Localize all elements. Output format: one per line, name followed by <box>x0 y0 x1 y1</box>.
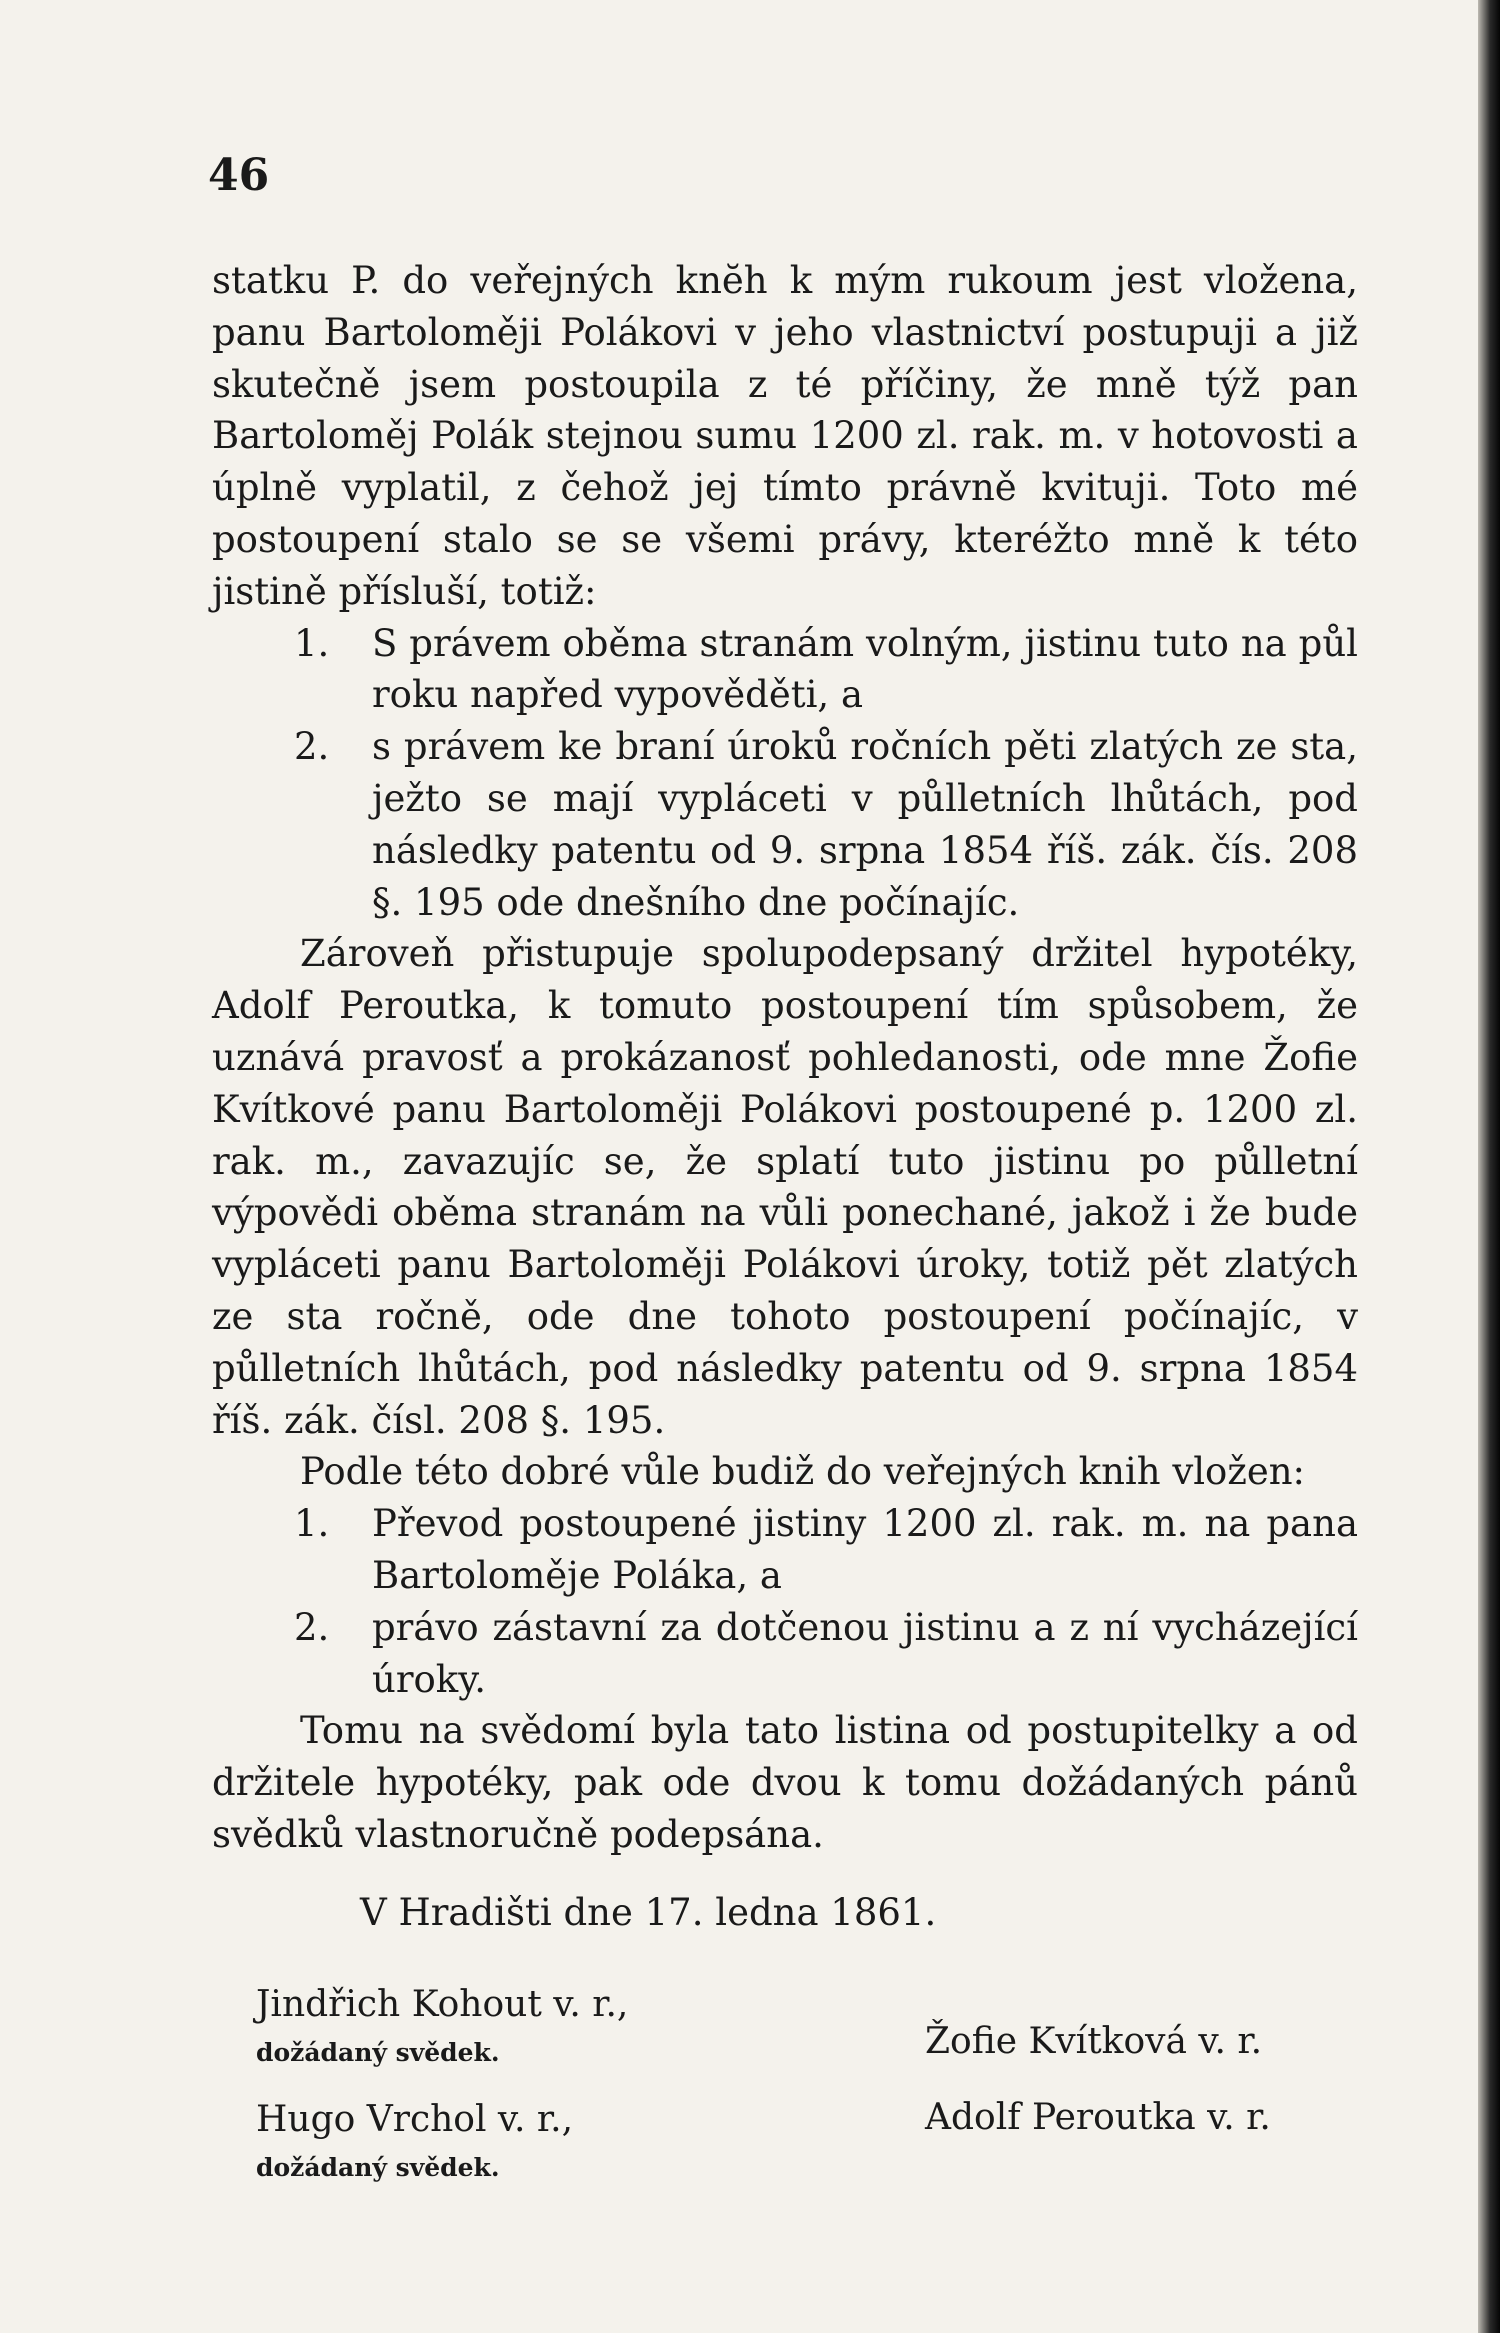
witness-1-name: Jindřich Kohout v. r., <box>256 1984 629 2025</box>
party-1-name: Žofie Kvítková v. r. <box>925 2021 1263 2062</box>
witness-2-name: Hugo Vrchol v. r., <box>256 2099 574 2140</box>
witness-1-role: dožádaný svědek. <box>256 2038 500 2067</box>
page-edge-shadow <box>1478 0 1500 2333</box>
list-item-text: S právem oběma stranám volným, jistinu tuto na půl roku napřed vypověděti, a <box>372 621 1358 717</box>
list-item <box>212 618 1358 722</box>
list-item <box>212 721 1358 928</box>
signature-party-2 <box>925 2098 1271 2138</box>
paragraph-2: Zároveň přistupuje spolupodepsaný držitel hypotéky, Adolf Peroutka, k tomuto postoupení tím spůsobem, že uznává pravosť a prokázanosť pohledanosti, ode mne Žofie Kvítkové panu Bartoloměji Polákovi postoupené p. 1200 zl. rak. m., zavazujíc se, že splatí tuto jistinu po půlletní výpovědi oběma stranám na vůli ponechané, jakož i že bude vypláceti panu Bartoloměji Polákovi úroky, totiž pět zlatých ze sta ročně, ode dne tohoto postoupení počínajíc, v půlletních lhůtách, pod následky patentu od 9. srpna 1854 říš. zák. čísl. 208 §. 195. <box>212 932 1358 1442</box>
list-item-number: 1. <box>294 621 330 665</box>
list-item-text: s právem ke braní úroků ročních pěti zlatých ze sta, ježto se mají vypláceti v půlletních lhůtách, pod následky patentu od 9. srpna 1854 říš. zák. čís. 208 §. 195 ode dnešního dne počínajíc. <box>372 725 1358 924</box>
list-item-number: 2. <box>294 1605 330 1649</box>
party-2-name: Adolf Peroutka v. r. <box>925 2097 1271 2138</box>
list-item-number: 1. <box>294 1502 330 1546</box>
list-item-text: Převod postoupené jistiny 1200 zl. rak. m. na pana Bartoloměje Poláka, a <box>372 1502 1358 1597</box>
list-item-number: 2. <box>294 725 330 769</box>
list-item <box>212 1498 1358 1602</box>
list-item <box>212 1602 1358 1706</box>
signature-party-1 <box>925 2022 1262 2062</box>
paragraph-4: Tomu na svědomí byla tato listina od postupitelky a od držitele hypotéky, pak ode dvou k tomu dožádaných pánů svědků vlastnoručně podepsána. <box>212 1709 1358 1856</box>
page-number: 46 <box>208 150 270 201</box>
witness-2-role: dožádaný svědek. <box>256 2153 500 2182</box>
signature-witness-1 <box>256 1985 628 2073</box>
paragraph-1: statku P. do veřejných knĕh k mým rukoum jest vložena, panu Bartoloměji Polákovi v jeho vlastnictví postupuji a již skutečně jsem postoupila z té příčiny, že mně týž pan Bartoloměj Polák stejnou sumu 1200 zl. rak. m. v hotovosti a úplně vyplatil, z čehož jej tímto právně kvituji. Toto mé postoupení stalo se se všemi právy, kteréžto mně k této jistině přísluší, totiž: <box>212 259 1358 613</box>
signature-witness-2 <box>256 2100 573 2188</box>
body-text <box>212 255 1358 1939</box>
paragraph-3: Podle této dobré vůle budiž do veřejných knih vložen: <box>300 1450 1306 1494</box>
date-line: V Hradišti dne 17. ledna 1861. <box>360 1890 937 1934</box>
rights-list <box>212 618 1358 929</box>
registration-list <box>212 1498 1358 1705</box>
list-item-text: právo zástavní za dotčenou jistinu a z ní vycházející úroky. <box>372 1605 1358 1701</box>
